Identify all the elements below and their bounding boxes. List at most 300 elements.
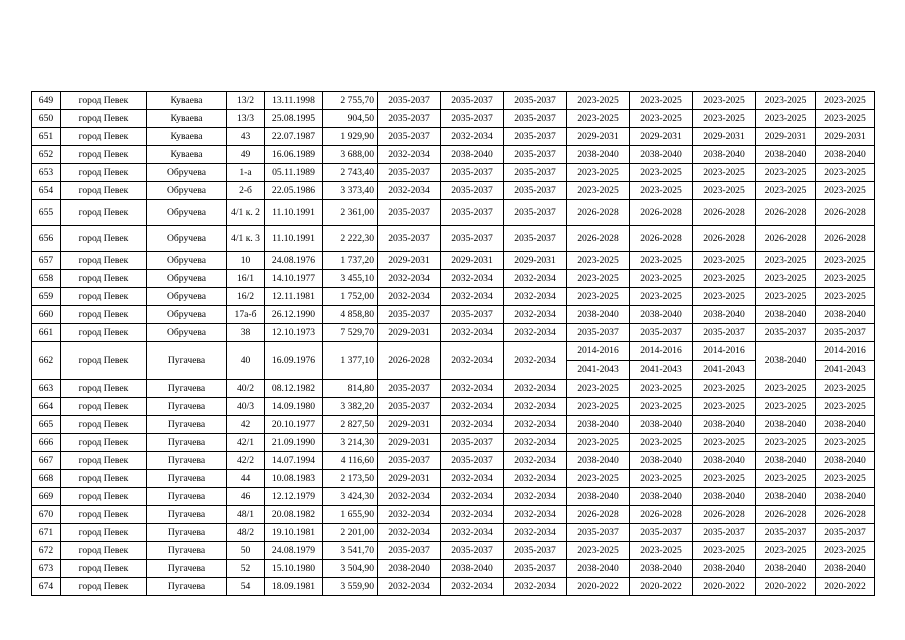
- house-cell: 54: [227, 578, 265, 596]
- period-cell: 2023-2025: [567, 164, 630, 182]
- city-cell: город Певек: [61, 542, 147, 560]
- table-row: [32, 380, 875, 398]
- city-cell: город Певек: [61, 380, 147, 398]
- row-number: 660: [32, 306, 61, 324]
- city-cell: город Певек: [61, 416, 147, 434]
- house-cell: 13/3: [227, 110, 265, 128]
- period-cell: 2032-2034: [504, 506, 567, 524]
- period-cell: 2038-2040: [693, 306, 756, 324]
- table-row: [32, 164, 875, 182]
- period-cell: 2020-2022: [630, 578, 693, 596]
- period-cell: 2026-2028: [567, 200, 630, 226]
- period-cell: 2023-2025: [567, 434, 630, 452]
- period-cell: 2023-2025: [567, 288, 630, 306]
- period-cell: 2035-2037: [504, 182, 567, 200]
- period-cell: 2032-2034: [378, 288, 441, 306]
- period-cell: 2023-2025: [816, 288, 875, 306]
- house-cell: 48/2: [227, 524, 265, 542]
- row-number: 664: [32, 398, 61, 416]
- period-cell: 2023-2025: [816, 182, 875, 200]
- table-row: [32, 110, 875, 128]
- period-cell: 2032-2034: [441, 398, 504, 416]
- city-cell: город Певек: [61, 434, 147, 452]
- row-number: 673: [32, 560, 61, 578]
- table-row: [32, 470, 875, 488]
- street-cell: Обручева: [147, 306, 227, 324]
- period-cell: 2032-2034: [441, 128, 504, 146]
- period-cell: 2026-2028: [567, 506, 630, 524]
- city-cell: город Певек: [61, 398, 147, 416]
- period-cell: 2023-2025: [630, 92, 693, 110]
- period-cell: 2032-2034: [504, 342, 567, 380]
- street-cell: Пугачева: [147, 542, 227, 560]
- period-cell: 2023-2025: [816, 164, 875, 182]
- area-cell: 3 214,30: [323, 434, 378, 452]
- period-cell: 2035-2037: [378, 164, 441, 182]
- row-number: 655: [32, 200, 61, 226]
- house-cell: 13/2: [227, 92, 265, 110]
- period-cell: 2032-2034: [378, 146, 441, 164]
- city-cell: город Певек: [61, 470, 147, 488]
- area-cell: 3 541,70: [323, 542, 378, 560]
- period-cell: 2035-2037: [378, 128, 441, 146]
- table-row: [32, 146, 875, 164]
- period-cell-split: [630, 342, 693, 380]
- period-cell: 2023-2025: [816, 92, 875, 110]
- period-cell: 2035-2037: [504, 542, 567, 560]
- period-cell: 2032-2034: [441, 270, 504, 288]
- period-cell: 2029-2031: [378, 470, 441, 488]
- period-cell: 2026-2028: [756, 506, 816, 524]
- area-cell: 1 929,90: [323, 128, 378, 146]
- period-cell: 2038-2040: [756, 488, 816, 506]
- period-first: 2014-2016: [630, 342, 692, 361]
- period-cell: 2026-2028: [630, 226, 693, 252]
- area-cell: 3 455,10: [323, 270, 378, 288]
- area-cell: 3 688,00: [323, 146, 378, 164]
- period-cell: 2023-2025: [693, 164, 756, 182]
- row-number: 662: [32, 342, 61, 380]
- period-cell: 2035-2037: [756, 524, 816, 542]
- house-cell: 1-а: [227, 164, 265, 182]
- period-cell: 2026-2028: [816, 506, 875, 524]
- house-cell: 42/1: [227, 434, 265, 452]
- period-cell: 2026-2028: [756, 200, 816, 226]
- period-cell: 2032-2034: [504, 578, 567, 596]
- area-cell: 3 559,90: [323, 578, 378, 596]
- period-cell: 2035-2037: [378, 452, 441, 470]
- street-cell: Пугачева: [147, 380, 227, 398]
- period-cell-split: [816, 342, 875, 380]
- period-cell: 2023-2025: [693, 470, 756, 488]
- period-cell: 2035-2037: [567, 524, 630, 542]
- period-cell: 2026-2028: [816, 226, 875, 252]
- period-cell: 2026-2028: [630, 200, 693, 226]
- period-cell: 2035-2037: [441, 182, 504, 200]
- period-cell: 2035-2037: [504, 92, 567, 110]
- city-cell: город Певек: [61, 506, 147, 524]
- period-cell: 2032-2034: [441, 524, 504, 542]
- period-cell: 2023-2025: [756, 182, 816, 200]
- period-cell: 2038-2040: [630, 306, 693, 324]
- period-first: 2014-2016: [567, 342, 629, 361]
- city-cell: город Певек: [61, 288, 147, 306]
- period-cell: 2023-2025: [756, 110, 816, 128]
- area-cell: 814,80: [323, 380, 378, 398]
- period-cell: 2020-2022: [567, 578, 630, 596]
- table-row: [32, 578, 875, 596]
- period-cell: 2029-2031: [630, 128, 693, 146]
- period-cell: 2023-2025: [693, 398, 756, 416]
- period-cell: 2035-2037: [504, 226, 567, 252]
- period-cell: 2023-2025: [816, 542, 875, 560]
- period-cell: 2038-2040: [441, 146, 504, 164]
- period-cell: 2032-2034: [504, 380, 567, 398]
- period-cell: 2038-2040: [567, 488, 630, 506]
- house-cell: 4/1 к. 2: [227, 200, 265, 226]
- period-cell: 2038-2040: [816, 146, 875, 164]
- row-number: 663: [32, 380, 61, 398]
- period-cell: 2032-2034: [504, 306, 567, 324]
- period-cell: 2023-2025: [816, 470, 875, 488]
- period-cell: 2035-2037: [693, 324, 756, 342]
- period-cell: 2023-2025: [567, 252, 630, 270]
- city-cell: город Певек: [61, 200, 147, 226]
- period-cell: 2023-2025: [630, 434, 693, 452]
- period-cell: 2038-2040: [567, 560, 630, 578]
- period-cell: 2023-2025: [756, 542, 816, 560]
- row-number: 658: [32, 270, 61, 288]
- period-cell: 2035-2037: [441, 434, 504, 452]
- period-cell: 2032-2034: [441, 342, 504, 380]
- period-second: 2041-2043: [824, 364, 866, 375]
- period-cell: 2026-2028: [756, 226, 816, 252]
- area-cell: 3 424,30: [323, 488, 378, 506]
- area-cell: 3 373,40: [323, 182, 378, 200]
- street-cell: Пугачева: [147, 434, 227, 452]
- period-cell: 2029-2031: [378, 416, 441, 434]
- row-number: 665: [32, 416, 61, 434]
- period-cell: 2035-2037: [378, 306, 441, 324]
- street-cell: Обручева: [147, 324, 227, 342]
- table-row: [32, 182, 875, 200]
- period-cell: 2026-2028: [816, 200, 875, 226]
- period-cell: 2035-2037: [378, 398, 441, 416]
- period-cell: 2038-2040: [567, 452, 630, 470]
- table-row: [32, 506, 875, 524]
- date-cell: 12.11.1981: [265, 288, 323, 306]
- period-cell: 2023-2025: [816, 398, 875, 416]
- period-first: 2014-2016: [816, 342, 874, 361]
- house-cell: 49: [227, 146, 265, 164]
- row-number: 661: [32, 324, 61, 342]
- period-cell: 2038-2040: [630, 416, 693, 434]
- period-cell: 2038-2040: [816, 416, 875, 434]
- city-cell: город Певек: [61, 324, 147, 342]
- city-cell: город Певек: [61, 342, 147, 380]
- street-cell: Куваева: [147, 110, 227, 128]
- period-cell: 2035-2037: [567, 324, 630, 342]
- period-second: 2041-2043: [577, 364, 619, 375]
- date-cell: 10.08.1983: [265, 470, 323, 488]
- street-cell: Обручева: [147, 182, 227, 200]
- city-cell: город Певек: [61, 578, 147, 596]
- street-cell: Куваева: [147, 146, 227, 164]
- street-cell: Обручева: [147, 200, 227, 226]
- table-body: [32, 92, 875, 596]
- period-cell: 2032-2034: [378, 182, 441, 200]
- period-cell: 2023-2025: [756, 380, 816, 398]
- table-row: [32, 92, 875, 110]
- row-number: 669: [32, 488, 61, 506]
- house-cell: 48/1: [227, 506, 265, 524]
- row-number: 666: [32, 434, 61, 452]
- period-cell: 2023-2025: [567, 470, 630, 488]
- schedule-table: [31, 91, 875, 596]
- date-cell: 26.12.1990: [265, 306, 323, 324]
- period-cell: 2023-2025: [567, 110, 630, 128]
- period-cell: 2023-2025: [567, 92, 630, 110]
- area-cell: 904,50: [323, 110, 378, 128]
- period-cell: 2032-2034: [504, 270, 567, 288]
- date-cell: 21.09.1990: [265, 434, 323, 452]
- date-cell: 20.08.1982: [265, 506, 323, 524]
- area-cell: 2 201,00: [323, 524, 378, 542]
- area-cell: 1 655,90: [323, 506, 378, 524]
- period-cell: 2020-2022: [756, 578, 816, 596]
- period-cell: 2023-2025: [693, 252, 756, 270]
- period-cell: 2035-2037: [816, 524, 875, 542]
- period-cell: 2029-2031: [378, 252, 441, 270]
- street-cell: Пугачева: [147, 578, 227, 596]
- period-cell: 2029-2031: [378, 434, 441, 452]
- period-cell: 2023-2025: [567, 542, 630, 560]
- house-cell: 40: [227, 342, 265, 380]
- period-cell: 2029-2031: [441, 252, 504, 270]
- table-row: [32, 200, 875, 226]
- date-cell: 22.07.1987: [265, 128, 323, 146]
- period-cell: 2032-2034: [504, 324, 567, 342]
- date-cell: 16.09.1976: [265, 342, 323, 380]
- period-cell: 2032-2034: [378, 506, 441, 524]
- period-cell: 2035-2037: [441, 110, 504, 128]
- period-cell: 2023-2025: [630, 252, 693, 270]
- period-cell: 2023-2025: [630, 470, 693, 488]
- period-cell: 2038-2040: [816, 488, 875, 506]
- row-number: 653: [32, 164, 61, 182]
- street-cell: Обручева: [147, 164, 227, 182]
- period-cell: 2035-2037: [441, 542, 504, 560]
- date-cell: 11.10.1991: [265, 200, 323, 226]
- period-cell: 2038-2040: [816, 560, 875, 578]
- street-cell: Пугачева: [147, 398, 227, 416]
- row-number: 667: [32, 452, 61, 470]
- period-cell: 2035-2037: [630, 324, 693, 342]
- period-cell: 2032-2034: [441, 578, 504, 596]
- period-cell: 2035-2037: [378, 110, 441, 128]
- period-cell: 2026-2028: [693, 226, 756, 252]
- city-cell: город Певек: [61, 560, 147, 578]
- period-cell: 2023-2025: [693, 110, 756, 128]
- date-cell: 19.10.1981: [265, 524, 323, 542]
- period-cell: 2023-2025: [630, 380, 693, 398]
- area-cell: 3 382,20: [323, 398, 378, 416]
- period-cell: 2023-2025: [816, 380, 875, 398]
- period-cell: 2020-2022: [693, 578, 756, 596]
- period-cell: 2038-2040: [630, 560, 693, 578]
- period-second: 2041-2043: [640, 364, 682, 375]
- period-cell: 2032-2034: [441, 488, 504, 506]
- city-cell: город Певек: [61, 182, 147, 200]
- row-number: 674: [32, 578, 61, 596]
- period-cell: 2035-2037: [504, 128, 567, 146]
- period-cell: 2023-2025: [630, 270, 693, 288]
- period-cell: 2026-2028: [693, 200, 756, 226]
- street-cell: Пугачева: [147, 488, 227, 506]
- area-cell: 3 504,90: [323, 560, 378, 578]
- period-cell: 2035-2037: [504, 200, 567, 226]
- period-cell: 2023-2025: [630, 542, 693, 560]
- period-cell: 2038-2040: [816, 452, 875, 470]
- table-row: [32, 452, 875, 470]
- date-cell: 20.10.1977: [265, 416, 323, 434]
- street-cell: Обручева: [147, 252, 227, 270]
- period-cell: 2032-2034: [504, 288, 567, 306]
- city-cell: город Певек: [61, 92, 147, 110]
- period-cell: 2032-2034: [378, 488, 441, 506]
- table-row: [32, 128, 875, 146]
- period-cell: 2032-2034: [441, 324, 504, 342]
- period-cell: 2038-2040: [567, 416, 630, 434]
- date-cell: 14.07.1994: [265, 452, 323, 470]
- city-cell: город Певек: [61, 226, 147, 252]
- table-row: [32, 324, 875, 342]
- period-cell: 2035-2037: [441, 92, 504, 110]
- area-cell: 2 755,70: [323, 92, 378, 110]
- period-cell: 2026-2028: [567, 226, 630, 252]
- period-cell: 2035-2037: [504, 560, 567, 578]
- house-cell: 17а-б: [227, 306, 265, 324]
- period-cell: 2023-2025: [756, 470, 816, 488]
- period-cell: 2038-2040: [630, 452, 693, 470]
- period-cell: 2023-2025: [756, 252, 816, 270]
- period-cell: 2032-2034: [441, 506, 504, 524]
- period-cell: 2023-2025: [567, 380, 630, 398]
- date-cell: 13.11.1998: [265, 92, 323, 110]
- period-cell: 2026-2028: [378, 342, 441, 380]
- period-cell: 2023-2025: [567, 270, 630, 288]
- period-cell: 2035-2037: [504, 164, 567, 182]
- date-cell: 25.08.1995: [265, 110, 323, 128]
- period-cell: 2035-2037: [378, 542, 441, 560]
- house-cell: 10: [227, 252, 265, 270]
- row-number: 672: [32, 542, 61, 560]
- street-cell: Куваева: [147, 128, 227, 146]
- table-row: [32, 524, 875, 542]
- date-cell: 05.11.1989: [265, 164, 323, 182]
- row-number: 668: [32, 470, 61, 488]
- table-row: [32, 542, 875, 560]
- period-cell: 2035-2037: [816, 324, 875, 342]
- row-number: 654: [32, 182, 61, 200]
- area-cell: 1 377,10: [323, 342, 378, 380]
- date-cell: 08.12.1982: [265, 380, 323, 398]
- street-cell: Обручева: [147, 288, 227, 306]
- period-cell: 2029-2031: [816, 128, 875, 146]
- period-cell: 2029-2031: [504, 252, 567, 270]
- period-cell: 2032-2034: [441, 380, 504, 398]
- house-cell: 46: [227, 488, 265, 506]
- area-cell: 4 116,60: [323, 452, 378, 470]
- period-cell: 2032-2034: [441, 416, 504, 434]
- period-cell: 2038-2040: [756, 416, 816, 434]
- period-cell: 2035-2037: [378, 200, 441, 226]
- period-cell: 2023-2025: [630, 110, 693, 128]
- table-row: [32, 434, 875, 452]
- period-cell: 2023-2025: [567, 398, 630, 416]
- period-cell: 2029-2031: [693, 128, 756, 146]
- period-cell: 2038-2040: [693, 560, 756, 578]
- period-cell: 2032-2034: [504, 398, 567, 416]
- date-cell: 14.09.1980: [265, 398, 323, 416]
- area-cell: 1 752,00: [323, 288, 378, 306]
- period-second: 2041-2043: [703, 364, 745, 375]
- period-cell: 2023-2025: [693, 182, 756, 200]
- period-cell: 2038-2040: [630, 146, 693, 164]
- period-cell: 2038-2040: [756, 146, 816, 164]
- street-cell: Пугачева: [147, 342, 227, 380]
- period-cell: 2023-2025: [756, 164, 816, 182]
- table-row: [32, 488, 875, 506]
- street-cell: Пугачева: [147, 470, 227, 488]
- period-cell: 2035-2037: [441, 200, 504, 226]
- row-number: 652: [32, 146, 61, 164]
- period-cell: 2038-2040: [693, 146, 756, 164]
- street-cell: Пугачева: [147, 416, 227, 434]
- row-number: 656: [32, 226, 61, 252]
- table-row: [32, 226, 875, 252]
- period-cell: 2038-2040: [693, 488, 756, 506]
- area-cell: 2 827,50: [323, 416, 378, 434]
- period-cell: 2038-2040: [756, 306, 816, 324]
- period-cell: 2023-2025: [816, 434, 875, 452]
- period-cell: 2032-2034: [504, 524, 567, 542]
- date-cell: 12.10.1973: [265, 324, 323, 342]
- period-cell-split: [693, 342, 756, 380]
- period-cell: 2038-2040: [567, 146, 630, 164]
- period-cell: 2032-2034: [504, 434, 567, 452]
- period-cell: 2023-2025: [816, 110, 875, 128]
- period-cell: 2032-2034: [378, 578, 441, 596]
- period-cell-split: [567, 342, 630, 380]
- house-cell: 38: [227, 324, 265, 342]
- period-cell: 2035-2037: [441, 164, 504, 182]
- area-cell: 1 737,20: [323, 252, 378, 270]
- period-cell: 2023-2025: [693, 542, 756, 560]
- period-cell: 2035-2037: [441, 452, 504, 470]
- house-cell: 42/2: [227, 452, 265, 470]
- city-cell: город Певек: [61, 452, 147, 470]
- house-cell: 40/2: [227, 380, 265, 398]
- row-number: 657: [32, 252, 61, 270]
- period-cell: 2029-2031: [378, 324, 441, 342]
- area-cell: 2 222,30: [323, 226, 378, 252]
- period-cell: 2038-2040: [816, 306, 875, 324]
- house-cell: 4/1 к. 3: [227, 226, 265, 252]
- date-cell: 15.10.1980: [265, 560, 323, 578]
- period-cell: 2023-2025: [756, 434, 816, 452]
- period-cell: 2023-2025: [630, 398, 693, 416]
